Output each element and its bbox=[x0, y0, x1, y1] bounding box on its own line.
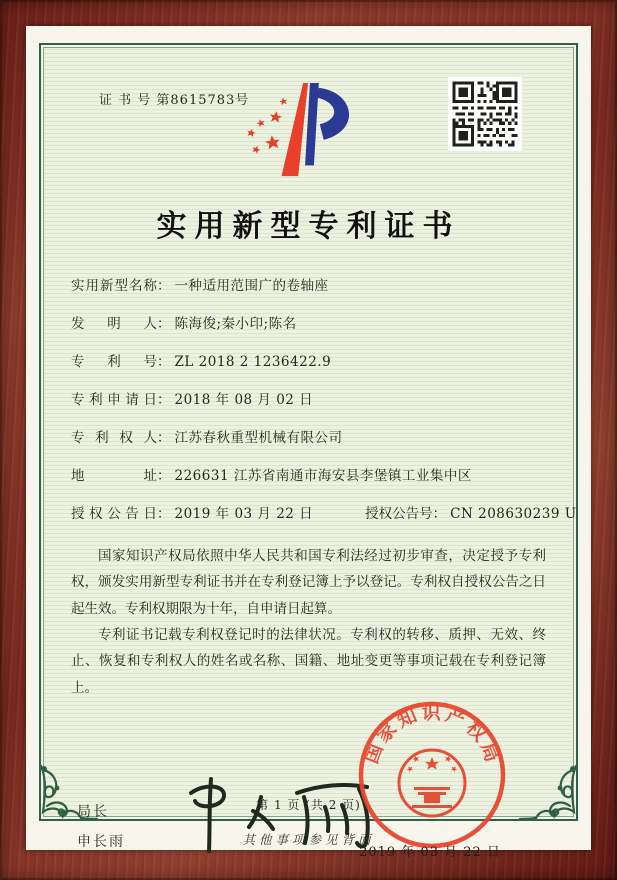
field-value: 一种适用范围广的卷轴座 bbox=[174, 278, 329, 294]
field-value: ZL 2018 2 1236422.9 bbox=[174, 354, 332, 370]
cnipa-official-seal-icon bbox=[352, 695, 512, 855]
certificate-number: 证 书 号 第8615783号 bbox=[99, 93, 250, 108]
field-row-grant: 授权公告日： 2019 年 03 月 22 日 授权公告号： CN 208630239 U bbox=[71, 495, 546, 533]
field-label: 实用新型名称 bbox=[71, 278, 157, 294]
back-note: 其他事项参见背面 bbox=[242, 832, 375, 847]
field-label: 发明人 bbox=[71, 316, 157, 332]
field-label: 授权公告日 bbox=[71, 506, 157, 522]
legal-paragraph: 专利证书记载专利权登记时的法律状况。专利权的转移、质押、无效、终止、恢复和专利权人的姓名或名称、国籍、地址变更等事项记载在专利登记簿上。 bbox=[71, 626, 546, 696]
field-row-address: 地址： 226631 江苏省南通市海安县李堡镇工业集中区 bbox=[71, 457, 546, 495]
seal-date: 2019 年 03 月 22 日 bbox=[359, 844, 501, 860]
corner-flourish-icon bbox=[518, 762, 580, 824]
page-number: 第 1 页 (共 2 页) bbox=[256, 798, 361, 812]
svg-text:国家知识产权局 bbox=[360, 701, 504, 767]
certificate-paper bbox=[26, 26, 591, 860]
header bbox=[71, 45, 546, 187]
field-label: 地址 bbox=[71, 468, 157, 484]
certificate-title: 实用新型专利证书 bbox=[156, 209, 461, 244]
field-row-inventors: 发明人： 陈海俊;秦小印;陈名 bbox=[71, 305, 546, 343]
field-value: 江苏春秋重型机械有限公司 bbox=[174, 430, 343, 446]
corner-flourish-icon bbox=[37, 762, 99, 824]
qr-code-icon bbox=[448, 77, 522, 151]
director-title: 局长 bbox=[77, 803, 109, 820]
field-label: 专利权人 bbox=[71, 430, 157, 446]
field-value: CN 208630239 U bbox=[450, 506, 577, 522]
field-value: 陈海俊;秦小印;陈名 bbox=[174, 316, 297, 332]
field-label: 专利申请日 bbox=[71, 392, 157, 408]
director-name: 申长雨 bbox=[77, 833, 125, 850]
field-label: 专利号 bbox=[71, 354, 157, 370]
field-row-filing-date: 专利申请日： 2018 年 08 月 02 日 bbox=[71, 381, 546, 419]
field-value: 226631 江苏省南通市海安县李堡镇工业集中区 bbox=[174, 468, 472, 484]
legal-paragraph: 国家知识产权局依照中华人民共和国专利法经过初步审查，决定授予专利权，颁发实用新型专利证书并在专利登记簿上予以登记。专利权自授权公告之日起生效。专利权期限为十年，自申请日起算。 bbox=[71, 548, 546, 617]
field-value: 2018 年 08 月 02 日 bbox=[174, 392, 314, 408]
seal-text: 国家知识产权局 bbox=[360, 701, 505, 767]
field-row-name: 实用新型名称： 一种适用范围广的卷轴座 bbox=[71, 267, 546, 305]
cnipa-patent-logo-icon bbox=[240, 81, 378, 183]
field-row-patentee: 专利权人： 江苏春秋重型机械有限公司 bbox=[71, 419, 546, 457]
legal-text bbox=[71, 543, 546, 701]
field-value: 2019 年 03 月 22 日 bbox=[174, 506, 314, 522]
field-label: 授权公告号 bbox=[365, 506, 433, 522]
field-row-patent-number: 专利号： ZL 2018 2 1236422.9 bbox=[71, 343, 546, 381]
fields bbox=[71, 267, 577, 533]
